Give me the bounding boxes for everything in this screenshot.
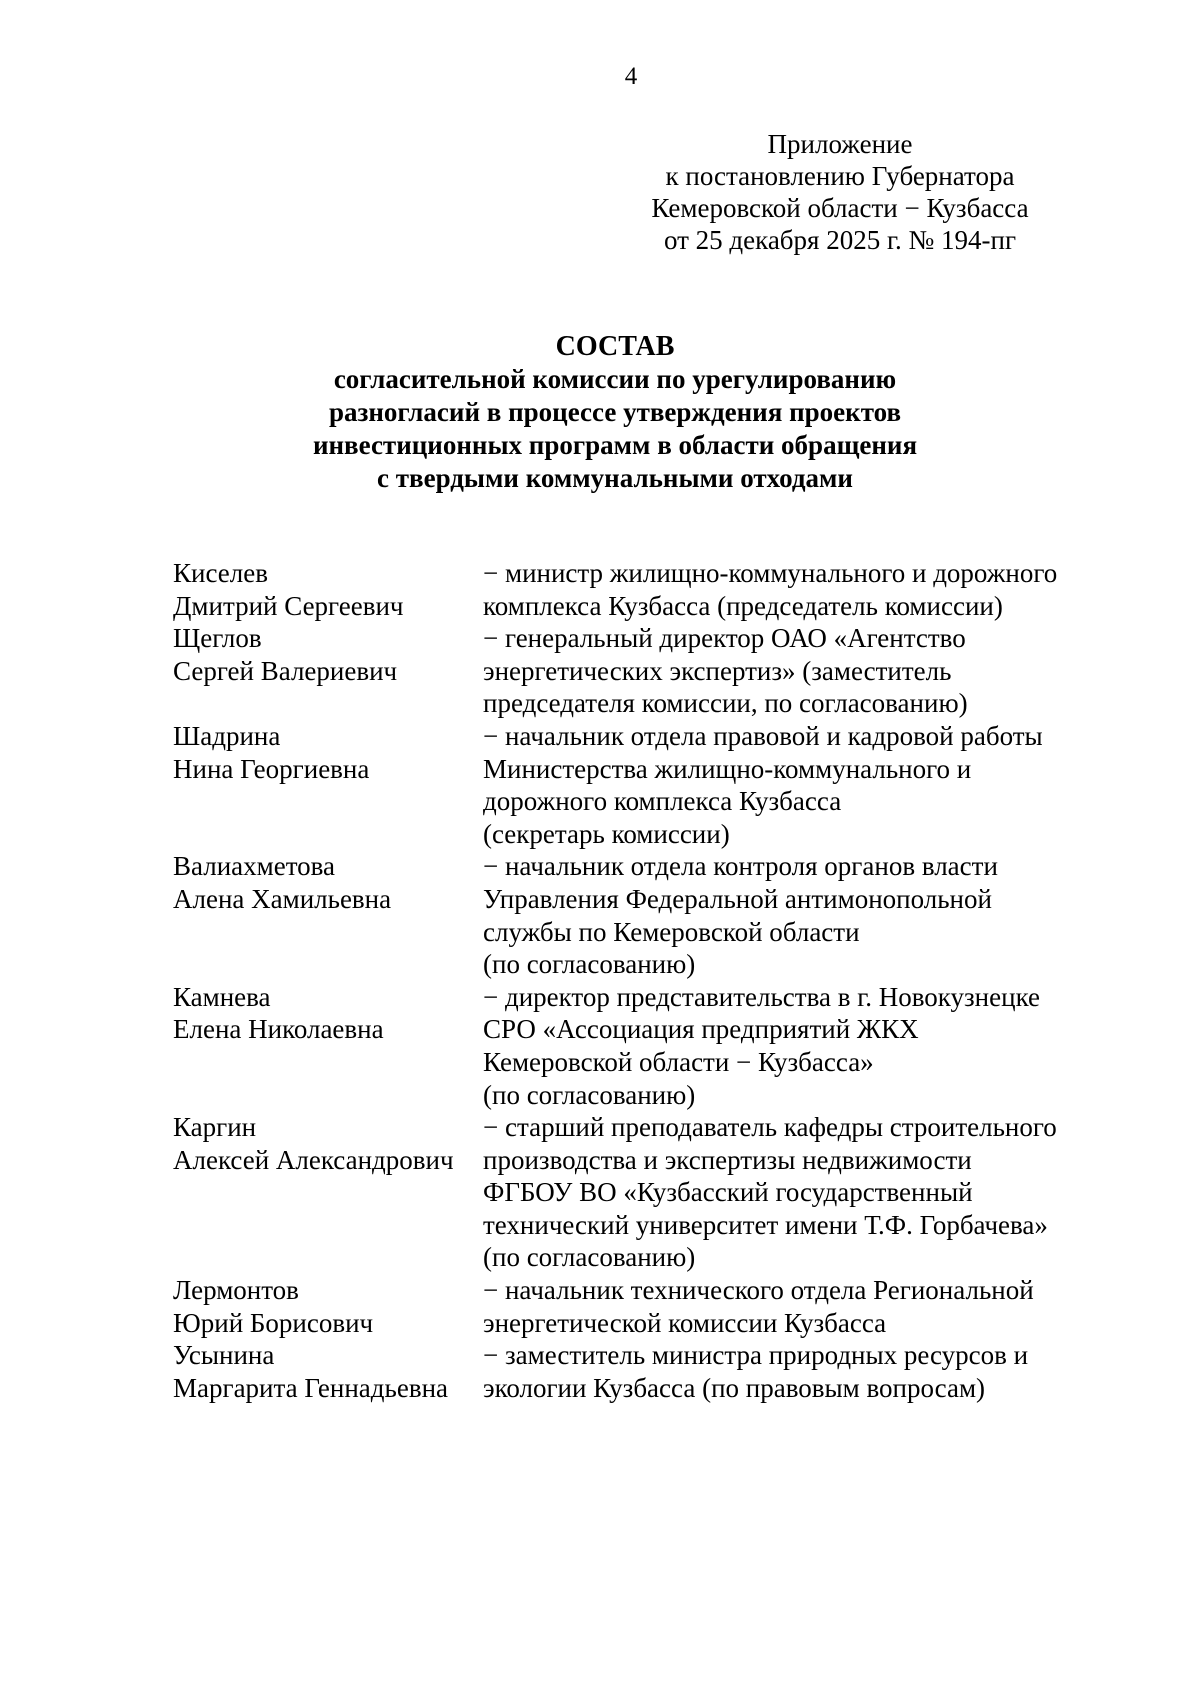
title-line: разногласий в процессе утверждения проектов: [328, 397, 902, 427]
member-name: [173, 622, 483, 720]
member-role-line: (по согласованию): [483, 1242, 696, 1273]
member-name: [173, 1111, 483, 1274]
member-role: [483, 720, 1103, 850]
member-given-names: Сергей Валериевич: [173, 655, 398, 686]
member-role-line: (секретарь комиссии): [483, 818, 730, 849]
member-role-line: председателя комиссии, по согласованию): [483, 688, 968, 719]
appendix-line: Приложение: [767, 129, 913, 159]
member-role-line: СРО «Ассоциация предприятий ЖКХ: [483, 1014, 919, 1045]
member-role: [483, 557, 1103, 622]
member-role-line: энергетических экспертиз» (заместитель: [483, 655, 952, 686]
member-role: [483, 622, 1103, 720]
member-row: [173, 557, 1103, 622]
member-role-line: (по согласованию): [483, 949, 696, 980]
member-role-line: − начальник технического отдела Региональной: [483, 1275, 1034, 1306]
member-given-names: Нина Георгиевна: [173, 753, 370, 784]
member-row: [173, 850, 1103, 980]
member-name: [173, 720, 483, 850]
member-role-line: дорожного комплекса Кузбасса: [483, 786, 842, 817]
member-role-line: − начальник отдела контроля органов власти: [483, 851, 998, 882]
member-name: [173, 1274, 483, 1339]
member-given-names: Елена Николаевна: [173, 1014, 384, 1045]
member-surname: Каргин: [173, 1112, 257, 1143]
member-row: [173, 622, 1103, 720]
member-name: [173, 1339, 483, 1404]
member-role-line: ФГБОУ ВО «Кузбасский государственный: [483, 1177, 973, 1208]
member-surname: Камнева: [173, 981, 271, 1012]
member-surname: Усынина: [173, 1340, 275, 1371]
member-surname: Шадрина: [173, 720, 281, 751]
member-surname: Киселев: [173, 558, 268, 588]
member-surname: Лермонтов: [173, 1275, 299, 1306]
member-name: [173, 557, 483, 622]
title-line: инвестиционных программ в области обращения: [312, 430, 918, 460]
appendix-line: Кемеровской области − Кузбасса: [651, 193, 1029, 223]
member-role-line: энергетической комиссии Кузбасса: [483, 1307, 887, 1338]
member-given-names: Дмитрий Сергеевич: [173, 590, 404, 621]
member-row: [173, 1339, 1103, 1404]
member-row: [173, 1274, 1103, 1339]
member-role: [483, 1274, 1103, 1339]
member-role-line: − старший преподаватель кафедры строительного: [483, 1112, 1057, 1143]
member-role-line: экологии Кузбасса (по правовым вопросам): [483, 1372, 986, 1403]
member-given-names: Алена Хамильевна: [173, 883, 392, 914]
members-list: [173, 557, 1103, 1404]
document-title: [0, 330, 1200, 495]
member-role-line: − заместитель министра природных ресурсов и: [483, 1340, 1029, 1371]
member-role: [483, 1339, 1103, 1404]
member-role: [483, 850, 1103, 980]
member-role-line: Кемеровской области − Кузбасса»: [483, 1046, 874, 1077]
member-role-line: − начальник отдела правовой и кадровой работы: [483, 720, 1043, 751]
member-given-names: Алексей Александрович: [173, 1144, 454, 1175]
title-heading: СОСТАВ: [555, 331, 675, 362]
title-line: согласительной комиссии по урегулированию: [333, 364, 897, 394]
member-row: [173, 1111, 1103, 1274]
member-row: [173, 720, 1103, 850]
appendix-line: к постановлению Губернатора: [665, 161, 1015, 191]
member-role-line: технический университет имени Т.Ф. Горбачева»: [483, 1209, 1048, 1240]
title-line: с твердыми коммунальными отходами: [377, 463, 853, 493]
member-role-line: службы по Кемеровской области: [483, 916, 860, 947]
member-surname: Валиахметова: [173, 851, 336, 882]
member-role-line: − директор представительства в г. Новокузнецке: [483, 981, 1040, 1012]
member-role-line: (по согласованию): [483, 1079, 696, 1110]
member-role-line: − генеральный директор ОАО «Агентство: [483, 623, 966, 654]
appendix-header: [590, 128, 1090, 256]
member-role-line: Министерства жилищно-коммунального и: [483, 753, 972, 784]
member-name: [173, 850, 483, 980]
member-name: [173, 981, 483, 1111]
member-role-line: − министр жилищно-коммунального и дорожного: [483, 558, 1058, 588]
member-role-line: производства и экспертизы недвижимости: [483, 1144, 972, 1175]
member-role: [483, 981, 1103, 1111]
page-number: 4: [624, 63, 638, 90]
member-given-names: Маргарита Геннадьевна: [173, 1372, 448, 1403]
member-role: [483, 1111, 1103, 1274]
appendix-line: от 25 декабря 2025 г. № 194-пг: [663, 225, 1017, 255]
member-row: [173, 981, 1103, 1111]
member-role-line: Управления Федеральной антимонопольной: [483, 883, 992, 914]
member-role-line: комплекса Кузбасса (председатель комиссии): [483, 590, 1003, 621]
member-given-names: Юрий Борисович: [173, 1307, 374, 1338]
member-surname: Щеглов: [173, 623, 262, 654]
